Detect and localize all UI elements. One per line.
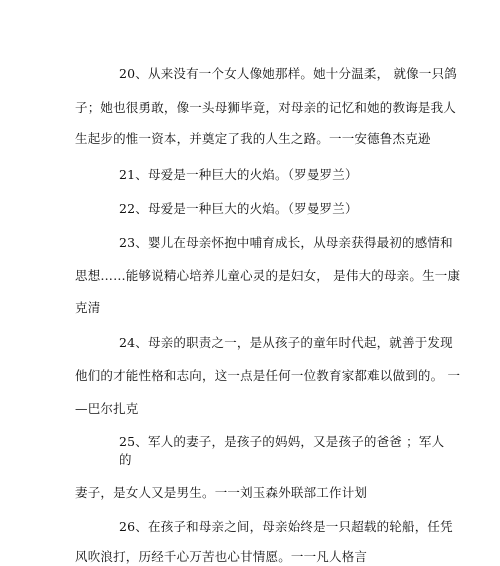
quote-21-line-1: 21、母爱是一种巨大的火焰。（罗曼罗兰）	[119, 167, 358, 182]
quote-25-line-1: 25、军人的妻子，是孩子的妈妈，又是孩子的爸爸 ；军人	[119, 434, 445, 449]
quote-25-line-2: 的	[119, 452, 132, 467]
quote-23-line-2: 思想……能够说精心培养儿童心灵的是妇女， 是伟大的母亲。生一康	[75, 268, 461, 283]
quote-24-line-2: 他们的才能性格和志向，这一点是任何一位教育家都难以做到的。 一	[75, 368, 461, 383]
quote-20-line-2: 子；她也很勇敢，像一头母狮毕竟，对母亲的记忆和她的教诲是我人	[75, 100, 457, 115]
quote-23-line-3: 克清	[75, 300, 101, 315]
quote-24-line-3: —巴尔扎克	[75, 401, 139, 416]
quote-24-line-1: 24、母亲的职责之一，是从孩子的童年时代起，就善于发现	[119, 335, 453, 350]
quote-26-line-1: 26、在孩子和母亲之间，母亲始终是一只超载的轮船，任凭	[119, 519, 453, 534]
quote-25-line-3: 妻子，是女人又是男生。一一刘玉森外联部工作计划	[75, 485, 368, 500]
quote-22-line-1: 22、母爱是一种巨大的火焰。（罗曼罗兰）	[119, 201, 358, 216]
quote-20-line-3: 生起步的惟一资本，并奠定了我的人生之路。一一安德鲁杰克逊	[75, 131, 431, 146]
quote-20-line-1: 20、从来没有一个女人像她那样。她十分温柔， 就像一只鸽	[119, 66, 457, 81]
quote-26-line-2: 风吹浪打，历经千心万苦也心甘情愿。一一凡人格言	[75, 549, 368, 564]
quote-23-line-1: 23、婴儿在母亲怀抱中哺育成长，从母亲获得最初的感情和	[119, 235, 453, 250]
